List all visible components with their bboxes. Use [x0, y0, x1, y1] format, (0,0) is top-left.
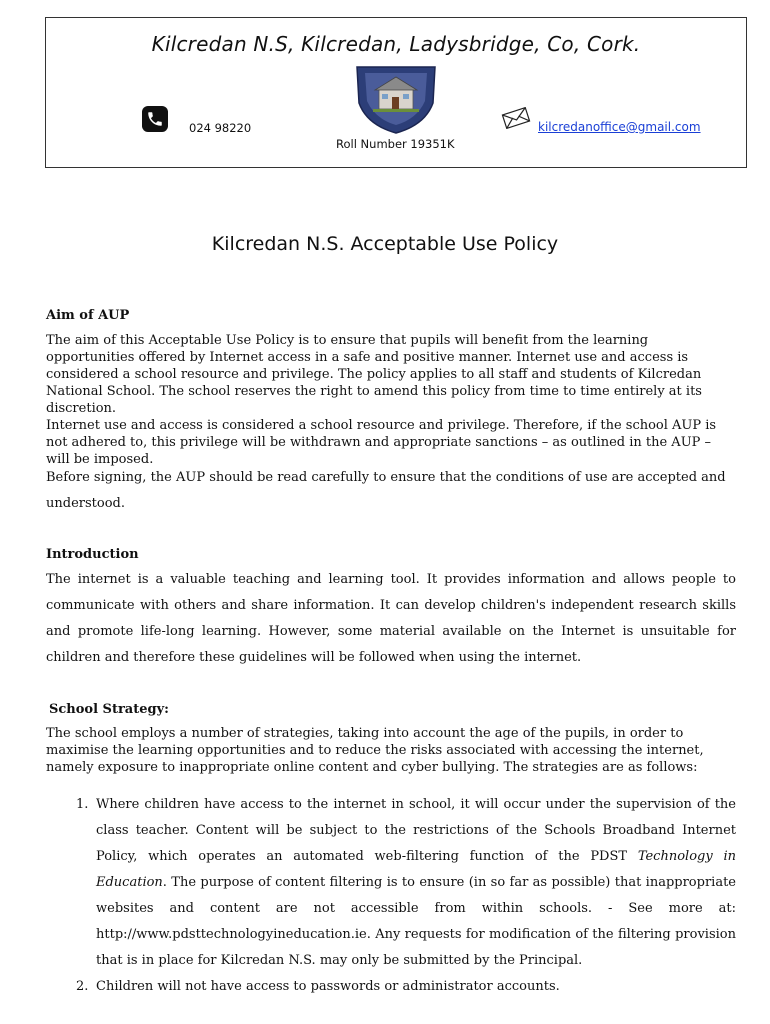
school-strategy-heading: School Strategy: — [49, 702, 169, 717]
list-item — [46, 792, 736, 974]
list-item-number: 2. — [76, 979, 89, 994]
envelope-icon — [501, 107, 531, 129]
aim-paragraph-1: The aim of this Acceptable Use Policy is to ensure that pupils will benefit from the learning opportunities offered by Internet access in a safe and positive manner. Internet use and access is considered a school resource and privilege. The policy applies to all staff and students of Kilcredan National School. The school reserves the right to amend this policy from time to time entirely at its discretion. — [46, 333, 702, 416]
strategy-list — [46, 792, 736, 1000]
list-item-number: 1. — [76, 797, 89, 812]
introduction-paragraph: The internet is a valuable teaching and learning tool. It provides information and allows people to communicate with others and share information. It can develop children's independent research skills and promote life-long learning. However, some material available on the Internet is unsuitable for children and therefore these guidelines will be followed when using the internet. — [46, 572, 736, 665]
email-link[interactable]: kilcredanoffice@gmail.com — [538, 120, 701, 134]
phone-icon — [142, 106, 168, 132]
document-title: Kilcredan N.S. Acceptable Use Policy — [211, 233, 559, 255]
roll-number: Roll Number 19351K — [336, 137, 455, 151]
aim-heading: Aim of AUP — [46, 308, 130, 323]
aim-paragraph-2: Internet use and access is considered a school resource and privilege. Therefore, if the school AUP is not adhered to, this privilege will be withdrawn and appropriate sanctions – as outlined in the AUP – will be imposed. — [46, 418, 717, 467]
list-item-text: Where children have access to the internet in school, it will occur under the supervision of the class teacher. Content will be subject to the restrictions of the Schools Broadband Internet Policy, which operates an automated web-filtering function of the PDST — [96, 797, 736, 864]
letterhead — [45, 17, 747, 168]
school-title: Kilcredan N.S, Kilcredan, Ladysbridge, Co, Cork. — [151, 32, 641, 56]
school-crest-icon — [355, 63, 437, 135]
list-item-italic: Technology in Education — [96, 849, 736, 890]
phone-number: 024 98220 — [189, 121, 252, 135]
list-item-text-cont: . The purpose of content filtering is to ensure (in so far as possible) that inappropriate websites and content are not accessible from within schools. - See more at: http://www.pdsttechnologyineducation.ie. Any requests for modification of the filtering provision that is in place for Kilcredan N.S. may only be submitted by the Principal. — [96, 875, 736, 968]
list-item — [46, 974, 736, 1000]
school-strategy-paragraph: The school employs a number of strategies, taking into account the age of the pupils, in order to maximise the learning opportunities and to reduce the risks associated with accessing the internet, namely exposure to inappropriate online content and cyber bullying. The strategies are as follows: — [46, 726, 704, 775]
introduction-heading: Introduction — [46, 547, 139, 562]
aim-paragraph-3: Before signing, the AUP should be read carefully to ensure that the conditions of use are accepted and understood. — [46, 470, 726, 511]
list-item-text: Children will not have access to passwords or administrator accounts. — [96, 979, 560, 994]
